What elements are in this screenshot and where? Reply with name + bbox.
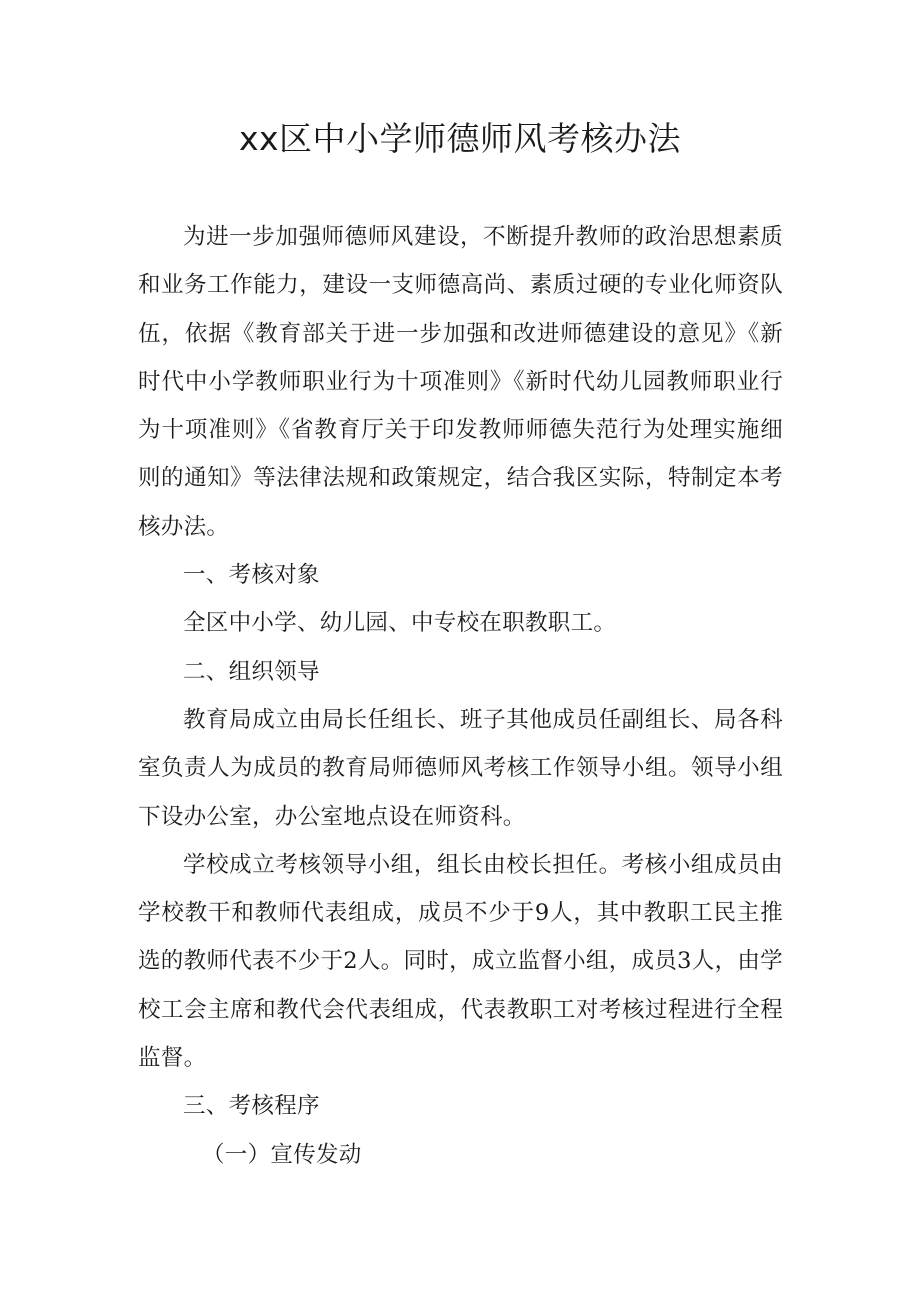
section-heading-procedure: 三、考核程序 <box>183 1093 320 1120</box>
section-heading-organization: 二、组织领导 <box>183 658 320 685</box>
document-body <box>138 213 783 1179</box>
intro-paragraph: 为进一步加强师德师风建设，不断提升教师的政治思想素质和业务工作能力，建设一支师德高尚、素质过硬的专业化师资队伍，依据《教育部关于进一步加强和改进师德建设的意见》《新时代中小学教师职业行为十项准则》《新时代幼儿园教师职业行为十项准则》《省教育厅关于印发教师师德失范行为处理实施细则的通知》等法律法规和政策规定，结合我区实际，特制定本考核办法。 <box>138 224 783 540</box>
assessment-target-paragraph: 全区中小学、幼儿园、中专校在职教职工。 <box>183 610 617 637</box>
document-title: xx区中小学师德师风考核办法 <box>238 119 682 158</box>
leadership-group-paragraph: 教育局成立由局长任组长、班子其他成员任副组长、局各科室负责人为成员的教育局师德师风考核工作领导小组。领导小组下设办公室，办公室地点设在师资科。 <box>138 706 783 830</box>
section-heading-assessment-target: 一、考核对象 <box>183 562 320 589</box>
subsection-heading-publicity: （一）宣传发动 <box>202 1141 362 1168</box>
school-group-paragraph: 学校成立考核领导小组，组长由校长担任。考核小组成员由学校教干和教师代表组成，成员不少于9人，其中教职工民主推选的教师代表不少于2人。同时，成立监督小组，成员3人，由学校工会主席和教代会代表组成，代表教职工对考核过程进行全程监督。 <box>138 851 783 1072</box>
